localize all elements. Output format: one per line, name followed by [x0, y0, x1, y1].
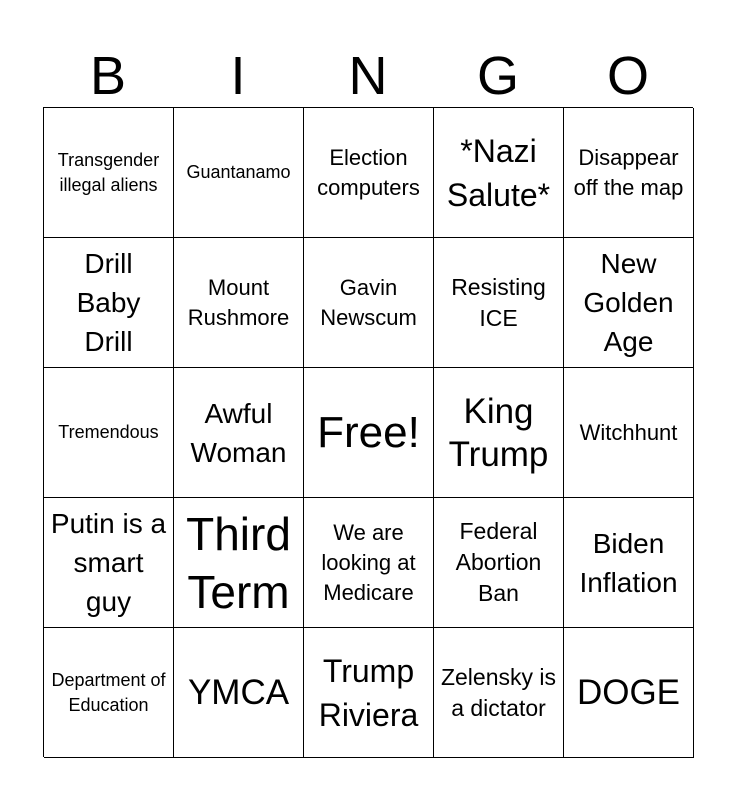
cell-text: King Trump: [448, 391, 549, 474]
header-letter-i: I: [230, 46, 246, 106]
bingo-cell: [564, 628, 694, 758]
header-letter-n: N: [348, 46, 388, 106]
bingo-cell: [174, 238, 304, 368]
bingo-cell: [304, 498, 434, 628]
cell-text: YMCA: [187, 673, 290, 712]
bingo-cell: [564, 238, 694, 368]
header-letter-g: G: [476, 46, 519, 106]
bingo-header: [43, 44, 693, 108]
cell-text: Third Term: [186, 507, 291, 618]
cell-text: Guantanamo: [186, 162, 291, 182]
bingo-cell: [44, 498, 174, 628]
bingo-cell: [174, 628, 304, 758]
cell-text: Biden Inflation: [579, 527, 678, 598]
header-letter-b: B: [89, 46, 127, 106]
cell-text: Election computers: [317, 144, 420, 200]
cell-text: Gavin Newscum: [320, 274, 417, 330]
cell-text: Transgender illegal aliens: [57, 149, 160, 195]
cell-text: Resisting ICE: [451, 273, 546, 331]
cell-text: Awful Woman: [190, 397, 287, 468]
cell-text: *Nazi Salute*: [446, 132, 551, 213]
bingo-cell: [564, 498, 694, 628]
bingo-cell: [304, 628, 434, 758]
bingo-cell: [434, 498, 564, 628]
cell-text: Zelensky is a dictator: [440, 663, 557, 721]
cell-text: Department of Education: [51, 669, 166, 715]
cell-text: Putin is a smart guy: [50, 508, 167, 617]
cell-text: Drill Baby Drill: [76, 248, 141, 357]
cell-text: Federal Abortion Ban: [455, 518, 542, 606]
bingo-cell: [44, 108, 174, 238]
bingo-cell: [434, 108, 564, 238]
bingo-cell: [44, 628, 174, 758]
bingo-cell: [434, 628, 564, 758]
cell-text: DOGE: [576, 673, 681, 712]
bingo-cell: [564, 108, 694, 238]
cell-text: Disappear off the map: [573, 144, 684, 200]
cell-text: Free!: [317, 407, 420, 457]
cell-text: Trump Riviera: [318, 652, 419, 733]
bingo-cell: [304, 108, 434, 238]
cell-text: Witchhunt: [579, 419, 678, 445]
cell-text: New Golden Age: [583, 248, 674, 357]
bingo-cell: [434, 238, 564, 368]
bingo-cell: [174, 108, 304, 238]
bingo-board: [43, 107, 693, 757]
bingo-cell: [304, 368, 434, 498]
cell-text: Mount Rushmore: [187, 274, 290, 330]
bingo-cell: [434, 368, 564, 498]
header-letter-o: O: [606, 46, 649, 106]
bingo-cell: [564, 368, 694, 498]
cell-text: We are looking at Medicare: [321, 519, 416, 605]
bingo-cell: [174, 498, 304, 628]
bingo-cell: [44, 368, 174, 498]
bingo-cell: [174, 368, 304, 498]
cell-text: Tremendous: [58, 422, 159, 442]
bingo-cell: [44, 238, 174, 368]
bingo-cell: [304, 238, 434, 368]
